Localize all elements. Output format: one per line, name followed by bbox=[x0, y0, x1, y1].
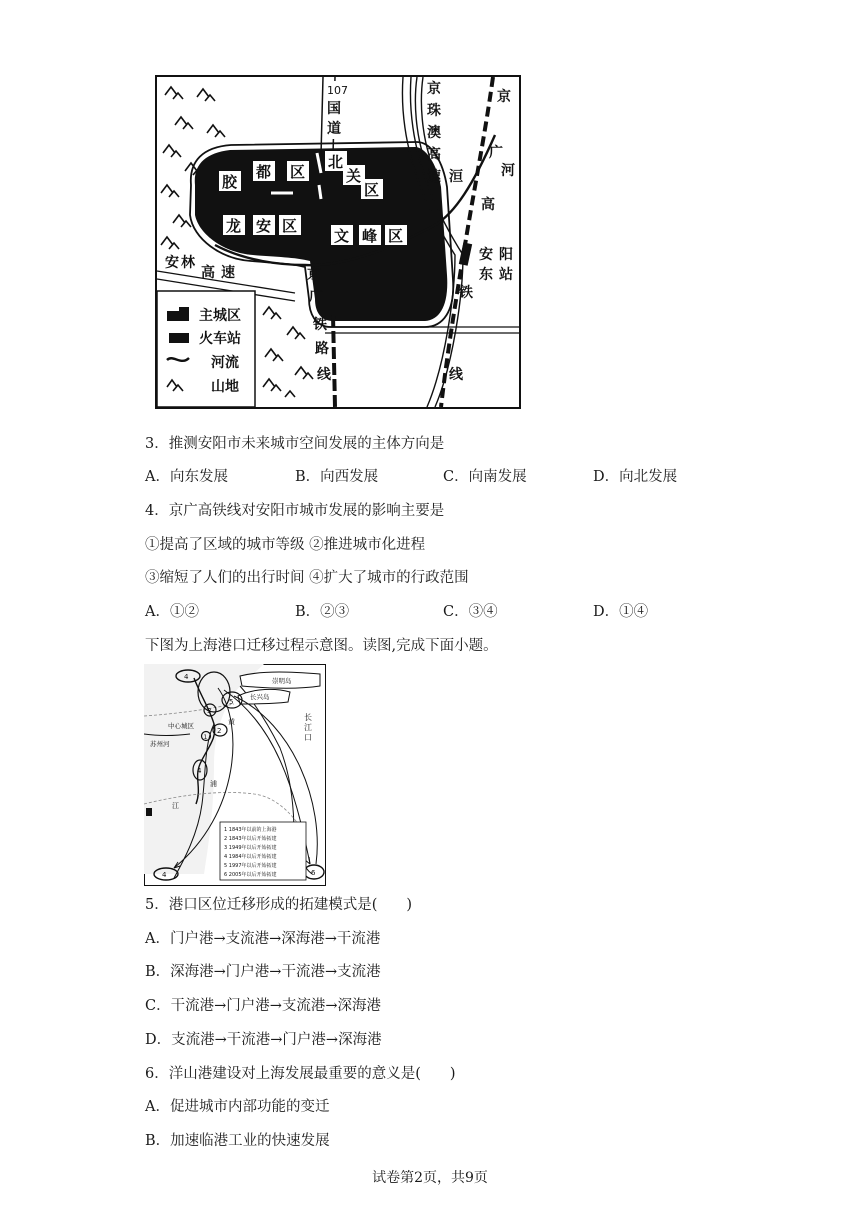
label-anyangdong-3: 站 bbox=[499, 267, 513, 283]
label-jiaodu-0: 胶 bbox=[222, 173, 238, 191]
label-jiaodu-1: 都 bbox=[256, 163, 272, 181]
q3-option-a[interactable]: A．向东发展 bbox=[145, 469, 228, 485]
legend-main-city: 主城区 bbox=[199, 308, 241, 324]
q3-option-d[interactable]: D．向北发展 bbox=[593, 469, 678, 485]
label-jingguang-4: 线 bbox=[317, 367, 331, 383]
shanghai-port-map bbox=[144, 664, 326, 886]
label-wenfeng-1: 峰 bbox=[362, 227, 378, 245]
label-n5: 5 bbox=[229, 698, 234, 706]
label-anlin-1: 林 bbox=[181, 255, 195, 271]
label-he: 河 bbox=[501, 163, 515, 179]
label-107: 107 bbox=[327, 84, 348, 97]
label-jingguang-0: 京 bbox=[307, 267, 321, 283]
q5-stem: 5．港口区位迁移形成的拓建模式是( ) bbox=[145, 897, 413, 913]
intro-shanghai-port: 下图为上海港口迁移过程示意图。读图,完成下面小题。 bbox=[145, 638, 498, 654]
map2-legend-3: 3 1949年以后开始拓建 bbox=[224, 845, 277, 851]
label-anyangdong-0: 安 bbox=[479, 247, 493, 263]
label-n4-top: 4 bbox=[184, 673, 189, 681]
label-wenfeng-2: 区 bbox=[388, 227, 404, 245]
legend-mountain: 山地 bbox=[211, 379, 239, 395]
label-chongming: 崇明岛 bbox=[272, 677, 292, 685]
label-xian-hsr: 线 bbox=[449, 367, 463, 383]
label-n2: 2 bbox=[217, 727, 222, 735]
label-changjiangkou-1: 江 bbox=[304, 723, 312, 732]
map2-legend bbox=[220, 822, 306, 880]
label-guo: 国 bbox=[327, 101, 341, 117]
q5-option-b[interactable]: B．深海港→门户港→干流港→支流港 bbox=[145, 964, 381, 980]
q4-option-c[interactable]: C．③④ bbox=[443, 604, 498, 620]
label-jingzhu-3: 高 bbox=[427, 147, 441, 163]
label-changxing: 长兴岛 bbox=[250, 693, 270, 701]
label-center: 中心城区 bbox=[168, 722, 194, 730]
label-beiguan-2: 区 bbox=[364, 181, 380, 199]
label-anyangdong-2: 东 bbox=[479, 267, 493, 283]
anyang-map bbox=[155, 75, 521, 409]
q3-option-b[interactable]: B．向西发展 bbox=[295, 469, 379, 485]
label-jingguang-2: 铁 bbox=[313, 317, 327, 333]
label-longan-2: 区 bbox=[282, 217, 298, 235]
map2-legend-6: 6 2005年以后开始拓建 bbox=[224, 872, 277, 878]
label-jiaodu-2: 区 bbox=[290, 163, 306, 181]
legend-station: 火车站 bbox=[199, 331, 241, 347]
map2-legend-4: 4 1984年以后开始拓建 bbox=[224, 854, 277, 860]
label-beiguan-0: 北 bbox=[328, 153, 344, 171]
legend-river: 河流 bbox=[211, 355, 239, 371]
q4-statement-2: ③缩短了人们的出行时间 ④扩大了城市的行政范围 bbox=[145, 570, 469, 586]
label-anlin-2: 高 bbox=[201, 265, 215, 281]
q5-option-d[interactable]: D．支流港→干流港→门户港→深海港 bbox=[145, 1032, 382, 1048]
label-anlin-3: 速 bbox=[221, 265, 235, 281]
label-gao-hsr: 高 bbox=[481, 197, 495, 213]
label-jingzhu-1: 珠 bbox=[427, 103, 441, 119]
label-pu: 浦 bbox=[210, 780, 217, 788]
map1-legend bbox=[157, 291, 255, 407]
label-guang-hsr: 广 bbox=[489, 145, 503, 161]
label-changjiangkou-2: 口 bbox=[304, 733, 312, 742]
map2-legend-2: 2 1843年以后开始拓建 bbox=[224, 836, 277, 842]
label-huan: 洹 bbox=[449, 169, 463, 185]
label-longan-1: 安 bbox=[256, 217, 272, 235]
label-beiguan-1: 关 bbox=[346, 167, 362, 185]
label-tie-hsr: 铁 bbox=[459, 285, 473, 301]
q4-stem: 4．京广高铁线对安阳市城市发展的影响主要是 bbox=[145, 503, 445, 519]
label-jiang-low: 江 bbox=[172, 802, 179, 810]
label-n3: 3 bbox=[207, 707, 212, 715]
q4-option-d[interactable]: D．①④ bbox=[593, 604, 649, 620]
label-anyangdong-1: 阳 bbox=[499, 247, 513, 263]
q5-option-a[interactable]: A．门户港→支流港→深海港→干流港 bbox=[145, 931, 381, 947]
q4-option-a[interactable]: A．①② bbox=[145, 604, 199, 620]
q6-option-b[interactable]: B．加速临港工业的快速发展 bbox=[145, 1133, 330, 1149]
label-n6: 6 bbox=[311, 869, 316, 877]
q6-stem: 6．洋山港建设对上海发展最重要的意义是( ) bbox=[145, 1066, 456, 1082]
label-jing-hsr: 京 bbox=[497, 89, 511, 105]
q6-option-a[interactable]: A．促进城市内部功能的变迁 bbox=[145, 1099, 330, 1115]
label-longan-0: 龙 bbox=[226, 217, 242, 235]
label-jingzhu-4: 速 bbox=[427, 169, 441, 185]
label-anlin-0: 安 bbox=[165, 255, 179, 271]
label-jiang-top: 黄 bbox=[228, 718, 235, 726]
label-n4-bottom: 4 bbox=[162, 871, 167, 879]
q3-stem: 3．推测安阳市未来城市空间发展的主体方向是 bbox=[145, 436, 445, 452]
label-wenfeng-0: 文 bbox=[334, 227, 350, 245]
label-jingzhu-0: 京 bbox=[427, 81, 441, 97]
label-dao: 道 bbox=[327, 121, 341, 137]
label-jingguang-1: 广 bbox=[309, 289, 323, 305]
q5-option-c[interactable]: C．干流港→门户港→支流港→深海港 bbox=[145, 998, 382, 1014]
label-jingguang-3: 路 bbox=[315, 341, 329, 357]
q3-option-c[interactable]: C．向南发展 bbox=[443, 469, 527, 485]
label-n4-mid: 4 bbox=[197, 767, 202, 775]
label-suzhou: 苏州河 bbox=[150, 740, 170, 748]
map2-legend-5: 5 1997年以后开始拓建 bbox=[224, 863, 277, 869]
label-changjiangkou-0: 长 bbox=[304, 713, 312, 722]
label-jingzhu-2: 澳 bbox=[427, 125, 441, 141]
page-footer: 试卷第2页，共9页 bbox=[372, 1170, 488, 1186]
label-n1: 1 bbox=[203, 734, 208, 741]
q4-statement-1: ①提高了区域的城市等级 ②推进城市化进程 bbox=[145, 537, 426, 553]
q4-option-b[interactable]: B．②③ bbox=[295, 604, 350, 620]
map2-legend-1: 1 1843年以前的上海港 bbox=[224, 827, 277, 833]
